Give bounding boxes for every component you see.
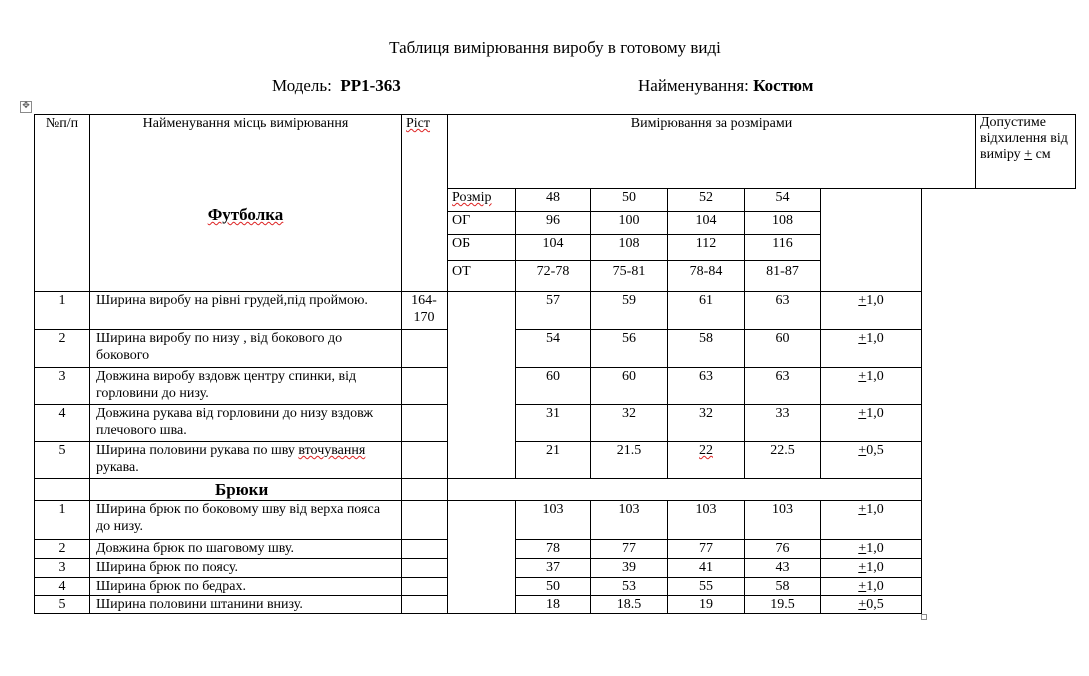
size-row-label: Розмір <box>447 188 516 212</box>
row-name: Ширина виробу на рівні грудей,під проймою. <box>89 291 402 330</box>
row-value: 63 <box>667 367 745 405</box>
size-label-span <box>447 291 516 479</box>
row-tolerance-sign: + <box>858 443 867 458</box>
header-sizes: Вимірювання за розмірами <box>447 114 976 189</box>
row-value: 56 <box>590 329 668 368</box>
size-row-label: ОБ <box>447 234 516 261</box>
row-number: 1 <box>34 500 90 540</box>
row-tolerance-sign: + <box>858 331 867 346</box>
size-cell: 75-81 <box>590 260 668 292</box>
row-tolerance <box>820 291 922 330</box>
size-cell: 54 <box>744 188 821 212</box>
section-row-number <box>34 478 90 501</box>
row-value: 60 <box>515 367 591 405</box>
size-cell: 52 <box>667 188 745 212</box>
size-cell: 112 <box>667 234 745 261</box>
header-height: Ріст <box>401 114 448 292</box>
size-cell: 108 <box>590 234 668 261</box>
row-name: Ширина половини рукава по шву вточування рукава. <box>89 441 402 479</box>
row-tolerance <box>820 577 922 596</box>
row-name: Довжина брюк по шаговому шву. <box>89 539 402 559</box>
row-name: Ширина виробу по низу , від бокового до бокового <box>89 329 402 368</box>
row-name: Ширина брюк по боковому шву від верха пояса до низу. <box>89 500 402 540</box>
row-height-cell <box>401 329 448 368</box>
row-tolerance-value: 0,5 <box>866 443 884 458</box>
row-value: 41 <box>667 558 745 578</box>
size-row-label: ОГ <box>447 211 516 235</box>
model-value: PP1-363 <box>340 76 401 95</box>
size-cell: 104 <box>515 234 591 261</box>
row-tolerance <box>820 595 922 614</box>
row-value: 22.5 <box>744 441 821 479</box>
row-value: 55 <box>667 577 745 596</box>
row-value: 63 <box>744 367 821 405</box>
size-cell: 81-87 <box>744 260 821 292</box>
row-value: 39 <box>590 558 668 578</box>
size-cell: 108 <box>744 211 821 235</box>
model-line <box>272 76 401 96</box>
row-value: 58 <box>667 329 745 368</box>
section-tshirt: Футболка <box>207 205 284 224</box>
row-number: 4 <box>34 577 90 596</box>
naming-value: Костюм <box>753 76 814 95</box>
section-row-sizes <box>447 478 922 501</box>
row-value: 78 <box>515 539 591 559</box>
row-value: 54 <box>515 329 591 368</box>
row-value: 18 <box>515 595 591 614</box>
row-tolerance-sign: + <box>858 541 867 556</box>
row-tolerance-sign: + <box>858 597 867 612</box>
section-row-height <box>401 478 448 501</box>
tolerance-unit: см <box>1032 147 1051 162</box>
row-tolerance-value: 1,0 <box>866 560 884 575</box>
row-value: 32 <box>590 404 668 442</box>
size-cell: 116 <box>744 234 821 261</box>
row-value: 21.5 <box>590 441 668 479</box>
row-number: 2 <box>34 539 90 559</box>
row-name: Ширина половини штанини внизу. <box>89 595 402 614</box>
row-tolerance <box>820 441 922 479</box>
row-value: 59 <box>590 291 668 330</box>
header-place: Найменування місць вимірювання <box>142 116 349 131</box>
size-cell: 48 <box>515 188 591 212</box>
row-value: 32 <box>667 404 745 442</box>
row-value: 53 <box>590 577 668 596</box>
row-name: Ширина брюк по поясу. <box>89 558 402 578</box>
row-value: 103 <box>590 500 668 540</box>
row-value: 103 <box>515 500 591 540</box>
size-cell: 96 <box>515 211 591 235</box>
row-height-cell <box>401 367 448 405</box>
row-tolerance <box>820 329 922 368</box>
row-number: 4 <box>34 404 90 442</box>
row-tolerance-value: 0,5 <box>866 597 884 612</box>
row-value: 60 <box>744 329 821 368</box>
header-place-cell <box>89 114 402 292</box>
row-tolerance <box>820 558 922 578</box>
row-tolerance <box>820 539 922 559</box>
row-value: 50 <box>515 577 591 596</box>
row-tolerance-value: 1,0 <box>866 579 884 594</box>
document-title: Таблиця вимірювання виробу в готовому виді <box>389 38 721 57</box>
height-value: 164- 170 <box>411 293 437 325</box>
row-value: 21 <box>515 441 591 479</box>
row-value: 37 <box>515 558 591 578</box>
row-tolerance-sign: + <box>858 369 867 384</box>
row-height-cell <box>401 595 448 614</box>
row-tolerance-sign: + <box>858 502 867 517</box>
naming-label: Найменування: <box>638 76 749 95</box>
row-value: 103 <box>667 500 745 540</box>
row-tolerance-sign: + <box>858 406 867 421</box>
row-height-cell <box>401 404 448 442</box>
row-tolerance <box>820 500 922 540</box>
row-value: 77 <box>667 539 745 559</box>
row-number: 5 <box>34 441 90 479</box>
row-value: 22 <box>667 441 745 479</box>
row-value: 76 <box>744 539 821 559</box>
size-cell: 78-84 <box>667 260 745 292</box>
row-value: 19 <box>667 595 745 614</box>
row-tolerance-sign: + <box>858 579 867 594</box>
row-tolerance-sign: + <box>858 293 867 308</box>
row-number: 3 <box>34 558 90 578</box>
size-label-span-2 <box>447 500 516 614</box>
size-blank-cell <box>820 188 922 292</box>
row-value: 63 <box>744 291 821 330</box>
row-value: 31 <box>515 404 591 442</box>
row-number: 1 <box>34 291 90 330</box>
row-number: 5 <box>34 595 90 614</box>
row-value: 60 <box>590 367 668 405</box>
model-label: Модель: <box>272 76 332 95</box>
size-cell: 50 <box>590 188 668 212</box>
row-tolerance-value: 1,0 <box>866 406 884 421</box>
row-height-cell <box>401 558 448 578</box>
row-value: 19.5 <box>744 595 821 614</box>
row-number: 3 <box>34 367 90 405</box>
row-value: 58 <box>744 577 821 596</box>
row-name: Довжина рукава від горловини до низу вздовж плечового шва. <box>89 404 402 442</box>
row-tolerance-value: 1,0 <box>866 331 884 346</box>
row-tolerance-value: 1,0 <box>866 369 884 384</box>
size-cell: 72-78 <box>515 260 591 292</box>
tolerance-sign: + <box>1024 147 1033 162</box>
row-tolerance <box>820 404 922 442</box>
row-tolerance-sign: + <box>858 560 867 575</box>
row-value: 103 <box>744 500 821 540</box>
row-value: 77 <box>590 539 668 559</box>
row-height-cell <box>401 539 448 559</box>
row-number: 2 <box>34 329 90 368</box>
row-value: 43 <box>744 558 821 578</box>
row-height-cell <box>401 577 448 596</box>
size-cell: 100 <box>590 211 668 235</box>
row-value: 57 <box>515 291 591 330</box>
row-name: Довжина виробу вздовж центру спинки, від горловини до низу. <box>89 367 402 405</box>
header-number: №п/п <box>34 114 90 292</box>
row-value: 18.5 <box>590 595 668 614</box>
size-row-label: ОТ <box>447 260 516 292</box>
size-cell: 104 <box>667 211 745 235</box>
row-name: Ширина брюк по бедрах. <box>89 577 402 596</box>
row-tolerance-value: 1,0 <box>866 293 884 308</box>
move-handle-icon[interactable]: ✥ <box>20 101 32 113</box>
row-tolerance <box>820 367 922 405</box>
row-value: 33 <box>744 404 821 442</box>
row-height-cell <box>401 500 448 540</box>
header-tolerance-cell <box>975 114 1076 189</box>
table-resize-handle[interactable] <box>921 614 927 620</box>
header-tolerance: Допустиме відхилення від виміру <box>980 115 1068 162</box>
row-tolerance-value: 1,0 <box>866 541 884 556</box>
row-value: 61 <box>667 291 745 330</box>
row-height-cell <box>401 441 448 479</box>
naming-line <box>638 76 813 96</box>
row-tolerance-value: 1,0 <box>866 502 884 517</box>
section-trousers: Брюки <box>89 478 402 501</box>
